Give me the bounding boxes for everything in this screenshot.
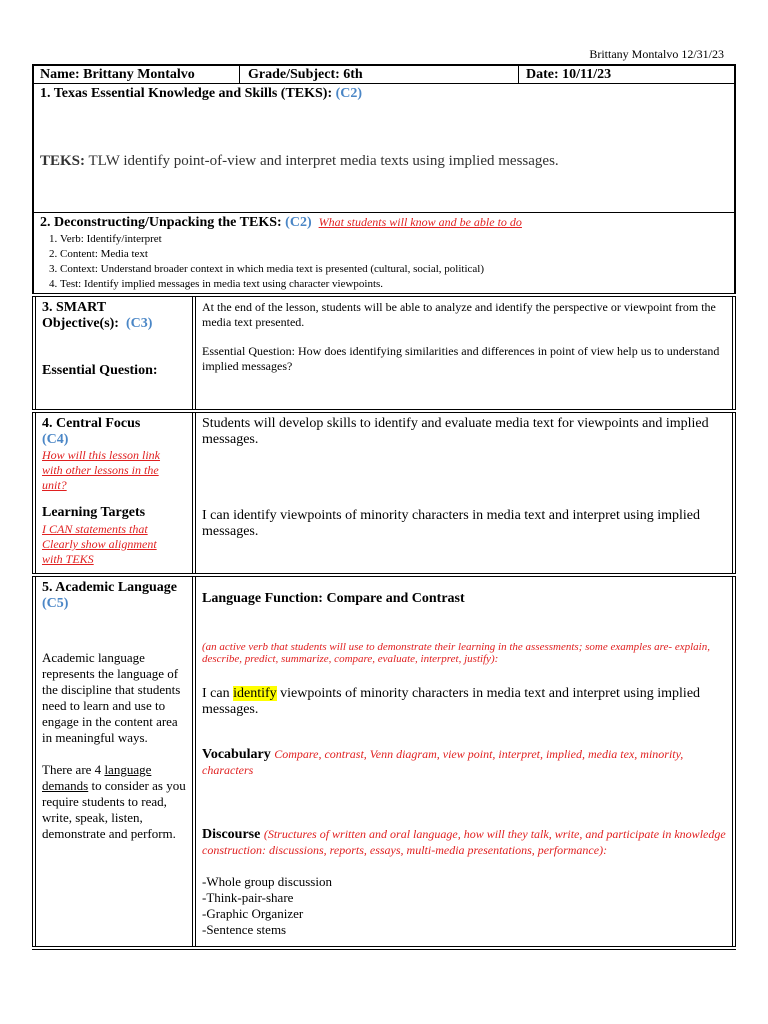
discourse: Discourse (Structures of written and oral language, how will they talk, write, and participate in knowledge construction: discussions, reports, essays, multi-media presentations, performance): <box>202 827 726 857</box>
i-can-statement: I can identify viewpoints of minority characters in media text and interpret using implied messages. <box>202 686 701 717</box>
learning-target-text: I can identify viewpoints of minority characters in media text and interpret using implied messages. <box>202 508 701 539</box>
lesson-plan-table <box>32 64 736 950</box>
essential-question: Essential Question: How does identifying similarities and differences in point of view help us to understand implied messages? <box>202 344 720 373</box>
document-header: Brittany Montalvo 12/31/23 <box>589 47 724 61</box>
section-smart <box>32 297 736 409</box>
smart-label: 3. SMART Objective(s): (C3) Essential Question: <box>42 300 158 378</box>
teks-statement: TEKS: TLW identify point-of-view and interpret media texts using implied messages. <box>40 153 559 169</box>
academic-language-label: 5. Academic Language (C5) Academic language represents the language of the discipline that students need to learn and use to engage in the content area in meaningful ways. There are 4 language demands to consider as you require students to read, write, speak, listen, demonstrate and perform. <box>42 580 186 841</box>
date-field: Date: 10/11/23 <box>526 67 612 82</box>
discourse-list <box>202 874 332 938</box>
section-central-focus <box>32 413 736 573</box>
learning-targets-label: Learning Targets <box>42 505 146 520</box>
section-2-title: 2. Deconstructing/Unpacking the TEKS: (C2) What students will know and be able to do <box>40 215 522 230</box>
essential-question-label: Essential Question: <box>42 363 158 378</box>
section-unpacking <box>32 213 736 293</box>
section-teks <box>32 84 736 213</box>
academic-language-desc: Academic language represents the language of the discipline that students need to learn and use to engage in the content area in meaningful ways. <box>42 650 181 745</box>
language-demands: There are 4 language demands to consider as you require students to read, write, speak, listen, demonstrate and perform. <box>42 762 186 841</box>
list-item: 1. Verb: Identify/interpret <box>60 232 740 247</box>
unpacking-list <box>40 232 740 292</box>
name-field: Name: Brittany Montalvo <box>40 67 195 82</box>
central-focus-text: Students will develop skills to identify and evaluate media text for viewpoints and implied messages. <box>202 416 709 447</box>
smart-content <box>196 297 732 409</box>
central-focus-label: 4. Central Focus (C4) How will this lesson link with other lessons in the unit? Learning Targets I CAN statements that Clearly show alignment with TEKS <box>42 416 161 566</box>
academic-language-content: Language Function: Compare and Contrast (an active verb that students will use to demonstrate their learning in the assessments; some examples are- explain, describe, predict, summarize, compare, evaluate, interpret, justify): I can identify viewpoints of minority characters in media text and interpret using implied messages. Vocabulary Compare, contrast, Venn diagram, view point, interpret, implied, media tex, minority, characters Discourse (Structures of written and oral language, how will they talk, write, and participate in knowledge construction: discussions, reports, essays, multi-media presentations, performance): -Whole group discussion -Think-pair-share -Graphic Organizer -Sentence stems <box>202 591 726 937</box>
list-item: 4. Test: Identify implied messages in media text using character viewpoints. <box>60 277 740 292</box>
vocabulary: Vocabulary Compare, contrast, Venn diagram, view point, interpret, implied, media tex, minority, characters <box>202 747 684 777</box>
grade-field: Grade/Subject: 6th <box>248 67 363 82</box>
section-academic-language <box>32 577 736 946</box>
list-item: -Sentence stems <box>202 922 287 937</box>
list-item: -Graphic Organizer <box>202 906 304 921</box>
list-item: -Think-pair-share <box>202 890 294 905</box>
language-demands-link: language demands <box>42 762 152 793</box>
list-item: 2. Content: Media text <box>60 247 740 262</box>
info-row <box>32 66 736 84</box>
central-focus-content <box>196 413 732 573</box>
smart-objective: At the end of the lesson, students will be able to analyze and identify the perspective or viewpoint from the media text presented. <box>202 300 716 329</box>
language-function: Language Function: Compare and Contrast <box>202 591 465 606</box>
list-item: 3. Context: Understand broader context in which media text is presented (cultural, social, political) <box>60 262 740 277</box>
list-item: -Whole group discussion <box>202 874 332 889</box>
section-1-title: 1. Texas Essential Knowledge and Skills (TEKS): (C2) <box>40 86 363 101</box>
